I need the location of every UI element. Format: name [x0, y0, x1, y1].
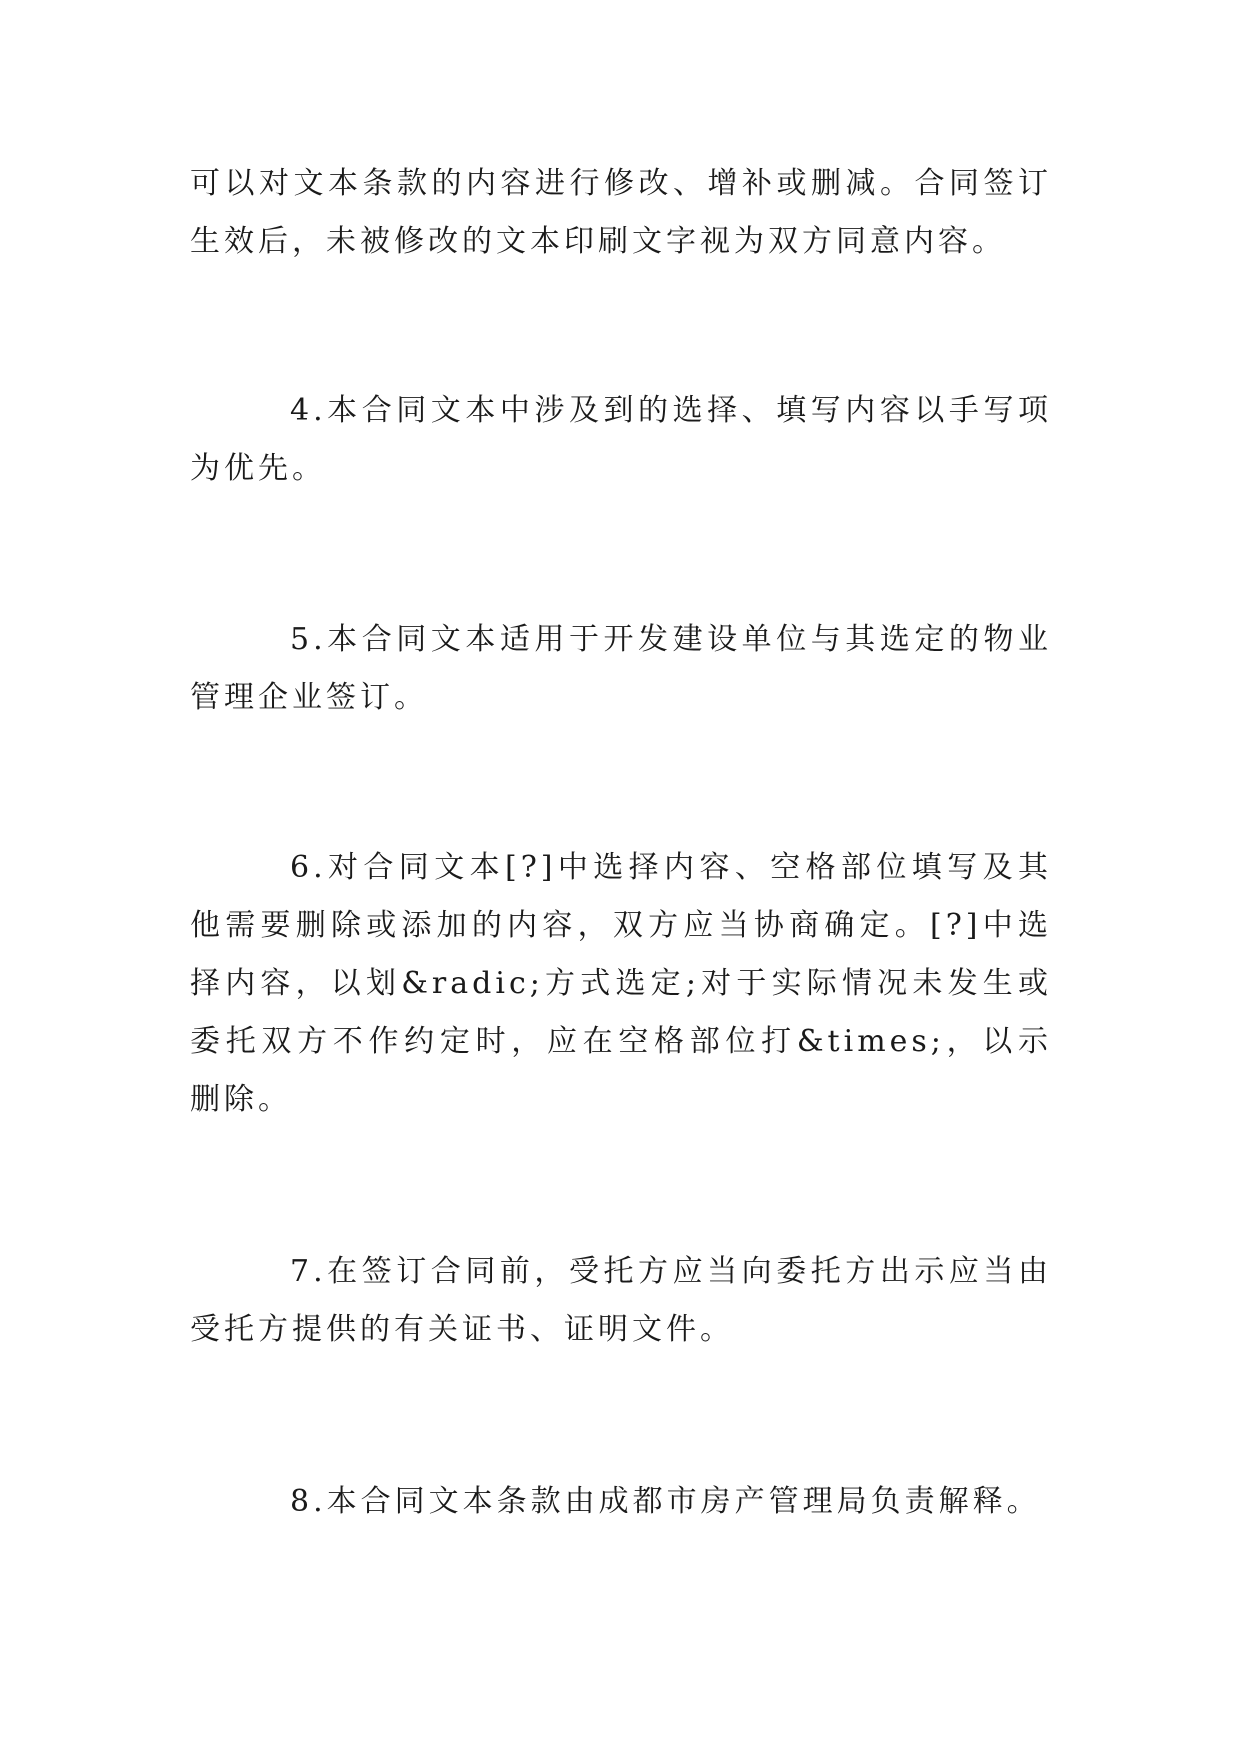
clause-6: 6.对合同文本[?]中选择内容、空格部位填写及其他需要删除或添加的内容，双方应当协商确定。[?]中选择内容，以划&radic;方式选定;对于实际情况未发生或委托双方不作约定时，应在空格部位打&times;，以示删除。: [190, 850, 1052, 1117]
paragraph-continuation: 可以对文本条款的内容进行修改、增补或删减。合同签订生效后，未被修改的文本印刷文字视为双方同意内容。: [190, 166, 1052, 259]
clause-5: 5.本合同文本适用于开发建设单位与其选定的物业管理企业签订。: [190, 622, 1052, 715]
document-page: [190, 155, 1052, 1531]
clause-4: 4.本合同文本中涉及到的选择、填写内容以手写项为优先。: [190, 393, 1052, 486]
clause-7: 7.在签订合同前，受托方应当向委托方出示应当由受托方提供的有关证书、证明文件。: [190, 1254, 1052, 1347]
clause-8: 8.本合同文本条款由成都市房产管理局负责解释。: [290, 1484, 1041, 1519]
